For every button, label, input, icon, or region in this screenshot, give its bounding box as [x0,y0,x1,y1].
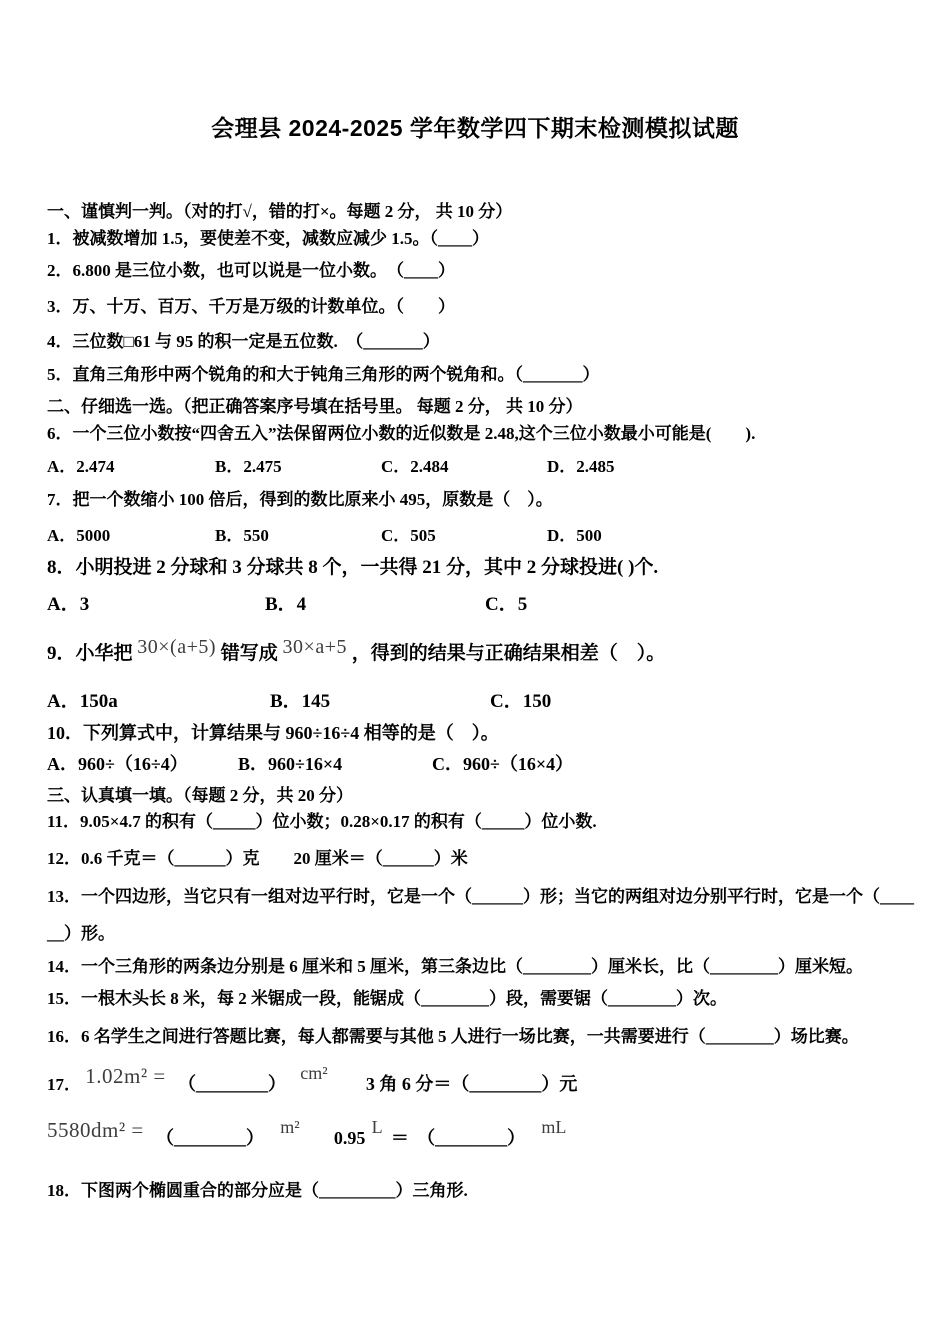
option-a: A．150a [47,691,118,712]
question-9-formula-correct: 30×(a+5) [137,636,217,658]
question-9-options [47,690,917,716]
question-5: 5．直角三角形中两个锐角的和大于钝角三角形的两个锐角和。（_______） [47,365,600,384]
option-a: A．2.474 [47,457,115,476]
option-c: C．2.484 [381,457,449,476]
question-6-options [47,456,917,482]
unit-l: L [371,1117,383,1137]
question-16: 16．6 名学生之间进行答题比赛，每人都需要与其他 5 人进行一场比赛，一共需要进行（________）场比赛。 [47,1027,859,1046]
question-15: 15．一根木头长 8 米，每 2 米锯成一段，能锯成（________）段，需要锯（________）次。 [47,989,727,1008]
question-2: 2．6.800 是三位小数，也可以说是一位小数。 （____） [47,261,455,280]
option-b: B．4 [265,594,307,615]
question-9-formula-wrong: 30×a+5 [282,636,347,658]
question-11: 11．9.05×4.7 的积有（_____）位小数；0.28×0.17 的积有（_____）位小数. [47,812,597,831]
option-a: A．960÷（16÷4） [47,754,188,774]
question-17-number-3: 0.95 [333,1128,366,1148]
page-title: 会理县 2024-2025 学年数学四下期末检测模拟试题 [211,115,739,141]
question-9-mid: 错写成 [220,643,278,664]
answer-blank: （________） [155,1128,264,1148]
equals-sign: ＝ [390,1128,409,1148]
option-c: C．505 [381,526,436,545]
option-c: C．5 [485,594,528,615]
question-1: 1．被减数增加 1.5，要使差不变，减数应减少 1.5。（____） [47,229,489,248]
question-17-expression-1: 1.02m² = [85,1064,166,1088]
question-9 [47,636,666,666]
option-a: A．5000 [47,526,111,545]
option-c: C．960÷（16×4） [432,754,574,774]
question-17-expression-2: 5580dm² = [47,1118,144,1142]
question-9-prefix: 9．小华把 [47,643,133,664]
question-7: 7．把一个数缩小 100 倍后，得到的数比原来小 495，原数是（ ）。 [47,490,553,509]
section-three-heading: 三、认真填一填。（每题 2 分，共 20 分） [47,786,353,805]
question-13-line2: __）形。 [47,924,115,943]
unit-ml: mL [541,1117,567,1137]
question-6: 6．一个三位小数按“四舍五入”法保留两位小数的近似数是 2.48,这个三位小数最小可能是( ). [47,424,756,443]
question-12: 12．0.6 千克＝（______）克 20 厘米＝（______）米 [47,849,468,868]
unit-cm2: cm² [300,1063,328,1083]
option-b: B．2.475 [215,457,282,476]
question-17-line1 [47,1063,578,1096]
option-d: D．2.485 [547,457,615,476]
question-8-options [47,593,917,619]
question-10: 10．下列算式中，计算结果与 960÷16÷4 相等的是（ ）。 [47,723,499,743]
question-14: 14．一个三角形的两条边分别是 6 厘米和 5 厘米，第三条边比（________）厘米长，比（________）厘米短。 [47,957,863,976]
question-7-options [47,525,917,551]
option-a: A．3 [47,594,90,615]
question-9-suffix: ，得到的结果与正确结果相差（ ）。 [351,643,666,664]
option-b: B．550 [215,526,269,545]
question-4: 4．三位数□61 与 95 的积一定是五位数. （_______） [47,332,440,351]
option-b: B．145 [270,691,331,712]
question-3: 3．万、十万、百万、千万是万级的计数单位。（ ） [47,297,455,316]
question-18: 18．下图两个椭圆重合的部分应是（_________）三角形. [47,1181,468,1200]
question-17-label: 17． [47,1075,81,1094]
option-d: D．500 [547,526,602,545]
unit-m2: m² [280,1117,300,1137]
question-8: 8．小明投进 2 分球和 3 分球共 8 个，一共得 21 分，其中 2 分球投进( )个. [47,557,659,578]
answer-blank: （________） [417,1128,526,1148]
question-13-line1: 13．一个四边形，当它只有一组对边平行时，它是一个（______）形；当它的两组对边分别平行时，它是一个（____ [47,887,914,906]
question-10-options [47,753,917,779]
option-c: C．150 [490,691,552,712]
option-b: B．960÷16×4 [238,754,343,774]
answer-blank: （________） [177,1074,286,1094]
question-17-part2: 3 角 6 分＝（________）元 [365,1074,578,1094]
section-two-heading: 二、仔细选一选。（把正确答案序号填在括号里。 每题 2 分， 共 10 分） [47,397,583,416]
section-one-heading: 一、谨慎判一判。（对的打√，错的打×。每题 2 分， 共 10 分） [47,202,513,221]
question-17-line2 [47,1117,567,1150]
